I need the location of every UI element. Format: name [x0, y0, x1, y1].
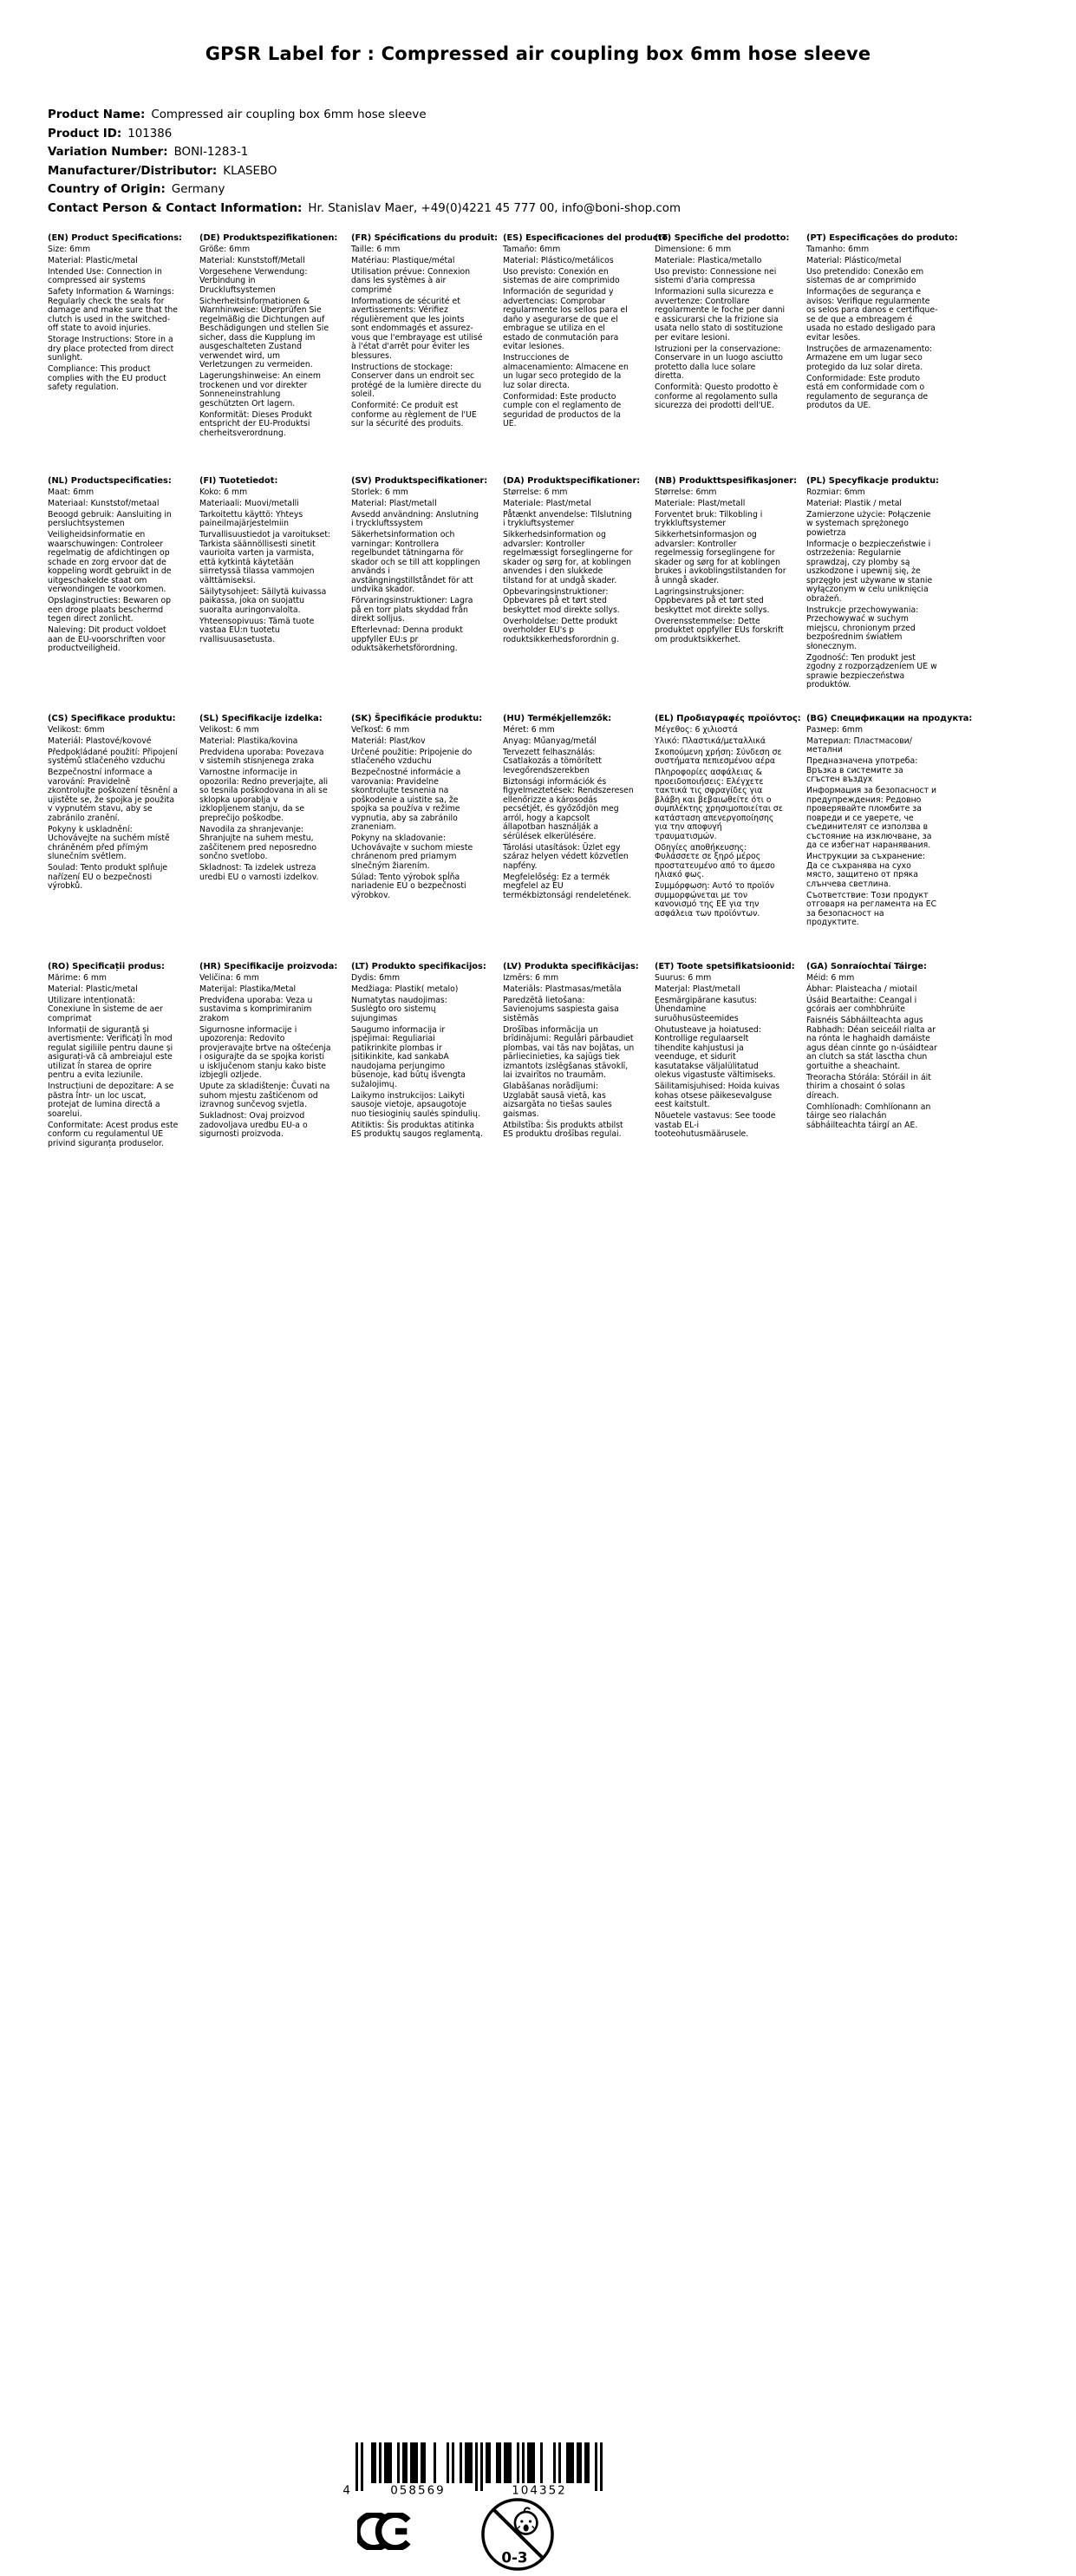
spec-line: Yhteensopivuus: Tämä tuote vastaa EU:n tuotetu rvallisuusasetusta.	[199, 616, 315, 644]
spec-block-ro	[48, 963, 199, 1151]
spec-line: Предназначена употреба: Връзка в системите за сгъстен въздух	[806, 756, 918, 784]
spec-block-bg	[806, 714, 973, 963]
spec-line: Uso previsto: Connessione nei sistemi d'aria compressa	[655, 266, 777, 285]
spec-line: Размер: 6mm	[806, 724, 863, 735]
spec-line: Opslaginstructies: Bewaren op een droge plaats beschermd tegen direct zonlicht.	[48, 596, 172, 624]
spec-block-et	[655, 963, 806, 1151]
spec-block-header: (ET) Toote spetsifikatsioonid:	[655, 962, 795, 971]
spec-line: Maat: 6mm	[48, 487, 95, 497]
spec-line: Bezpečnostné informácie a varovania: Pravidelne skontrolujte tesnenia na poškodenie a uistite sa, že spojka sa používa v režime vypnutia, aby sa zabránilo zraneniam.	[351, 768, 461, 832]
spec-line: Utilizare intenționată: Conexiune în sisteme de aer comprimat	[48, 995, 163, 1023]
spec-line: Storage Instructions: Store in a dry place protected from direct sunlight.	[48, 335, 174, 363]
spec-line: Materiale: Plast/metal	[503, 498, 591, 508]
spec-line: Информация за безопасност и предупреждения: Редовно проверявайте пломбите за повреди и се уверете, че съединителят се използва в състояние на изключване, за да се избегнат наранявания.	[806, 786, 937, 850]
spec-line: Rozmiar: 6mm	[806, 487, 865, 497]
spec-line: Size: 6mm	[48, 244, 91, 254]
spec-line: Materjal: Plast/metall	[655, 984, 740, 994]
spec-line: Påtænkt anvendelse: Tilslutning i trykluftsystemer	[503, 509, 632, 528]
spec-line: Sukladnost: Ovaj proizvod zadovoljava uredbu EU-a o sigurnosti proizvoda.	[199, 1111, 308, 1139]
spec-line: Avsedd användning: Anslutning i tryckluftssystem	[351, 509, 479, 528]
spec-line: Dydis: 6mm	[351, 972, 401, 983]
spec-line: Material: Plastika/kovina	[199, 736, 298, 746]
spec-line: Compliance: This product complies with the EU product safety regulation.	[48, 364, 166, 392]
spec-line: Numatytas naudojimas: Suslėgto oro sistemų sujungimas	[351, 995, 447, 1023]
barcode-left-digits: 058569	[390, 2483, 446, 2498]
spec-block-lt	[351, 963, 503, 1151]
spec-line: Pokyny na skladovanie: Uchovávajte v suchom mieste chránenom pred priamym slnečným žiarením.	[351, 834, 473, 871]
spec-line: Overensstemmelse: Dette produktet oppfyller EUs forskrift om produktsikkerhet.	[655, 616, 784, 644]
spec-block-pl	[806, 477, 958, 715]
barcode-lead-digit: 4	[342, 2483, 350, 2498]
spec-block-it	[655, 234, 806, 477]
spec-line: Συμμόρφωση: Αυτό το προϊόν συμμορφώνεται με τον κανονισμό της ΕΕ για την ασφάλεια των προϊόντων.	[655, 881, 774, 919]
spec-line: Veiligheidsinformatie en waarschuwingen: Controleer regelmatig de afdichtingen op schade en zorg ervoor dat de koppeling wordt gebruikt in de uitgeschakelde staat om verwondingen te voorkomen.	[48, 530, 172, 594]
spec-line: Lagringsinstruksjoner: Oppbevares på et tørt sted beskyttet mot direkte sollys.	[655, 586, 770, 615]
spec-line: Predvidena uporaba: Povezava v sistemih stisnjenega zraka	[199, 747, 324, 766]
spec-line: Материал: Пластмасови/метални	[806, 736, 912, 755]
spec-line: Nõuetele vastavus: See toode vastab EL-i tooteohutusmäärusele.	[655, 1111, 776, 1139]
spec-line: Informacje o bezpieczeństwie i ostrzeżenia: Regularnie sprawdzaj, czy plomby są uszkodzone i upewnij się, że sprzęgło jest używane w stanie wyłączonym w celu uniknięcia obrażeń.	[806, 539, 933, 604]
spec-block-fr	[351, 234, 503, 477]
spec-line: Drošības informācija un brīdinājumi: Regulāri pārbaudiet plombas, vai tās nav bojātas, un pārliecinieties, ka sajūgs tiek izmantots izslēgšanas stāvoklī, lai izvairītos no traumām.	[503, 1024, 635, 1080]
spec-line: Οδηγίες αποθήκευσης: Φυλάσσετε σε ξηρό μέρος προστατευμένο από το άμεσο ηλιακό φως.	[655, 842, 775, 879]
product-info-row	[48, 162, 681, 181]
spec-line: Méret: 6 mm	[503, 724, 555, 735]
spec-line: Instruções de armazenamento: Armazene em um lugar seco protegido da luz solar direta.	[806, 343, 933, 372]
spec-line: Intended Use: Connection in compressed air systems	[48, 266, 162, 285]
spec-line: Atbilstība: Šis produkts atbilst ES produktu drošības regulai.	[503, 1120, 623, 1139]
spec-block-ga	[806, 963, 958, 1151]
spec-line: Predviđena uporaba: Veza u sustavima s komprimiranim zrakom	[199, 995, 313, 1023]
spec-line: Materijal: Plastika/Metal	[199, 984, 297, 994]
spec-line: Uso pretendido: Conexão em sistemas de ar comprimido	[806, 266, 924, 285]
spec-line: Ábhar: Plaisteacha / miotail	[806, 984, 917, 994]
spec-line: Naleving: Dit product voldoet aan de EU-voorschriften voor productveiligheid.	[48, 625, 166, 653]
spec-line: Πληροφορίες ασφάλειας & προειδοποιήσεις: Ελέγχετε τακτικά τις σφραγίδες για βλάβη και βεβαιωθείτε ότι ο συμπλέκτης χρησιμοποιείται σε κατάσταση απενεργοποίησης για την αποφυγή τραυματισμών.	[655, 768, 783, 841]
spec-line: Инструкции за съхранение: Да се съхранява на сухо място, защитено от пряка слънчева светлина.	[806, 852, 926, 889]
product-info-row	[48, 106, 681, 125]
spec-block-nl	[48, 477, 199, 715]
spec-line: Velikost: 6mm	[48, 724, 105, 735]
spec-line: Conformidad: Este producto cumple con el reglamento de seguridad de productos de la UE.	[503, 391, 622, 428]
spec-line: Taille: 6 mm	[351, 244, 401, 254]
page-title: GPSR Label for : Compressed air coupling box 6mm hose sleeve	[205, 43, 871, 64]
spec-line: Sikkerhetsinformasjon og advarsler: Kontroller regelmessig forseglingene for skader og sørg for at koblingen brukes i avkoblingstilstanden for å unngå skader.	[655, 530, 786, 585]
spec-line: Suurus: 6 mm	[655, 972, 712, 983]
spec-block-header: (HU) Termékjellemzők:	[503, 714, 612, 723]
spec-line: Medžiaga: Plastik( metalo)	[351, 984, 459, 994]
spec-line: Skladnost: Ta izdelek ustreza uredbi EU o varnosti izdelkov.	[199, 863, 319, 882]
product-info-value: BONI-1283-1	[173, 146, 249, 159]
spec-block-el	[655, 715, 806, 963]
product-info-label: Variation Number:	[48, 146, 168, 159]
spec-line: Materiaali: Muovi/metalli	[199, 498, 299, 508]
spec-line: Materiale: Plastica/metallo	[655, 255, 762, 265]
ce-mark-icon	[357, 2513, 413, 2553]
barcode-bars	[342, 2442, 607, 2500]
spec-line: Μέγεθος: 6 χιλιοστά	[655, 724, 738, 735]
spec-line: Material: Plástico/metálicos	[503, 255, 614, 265]
spec-block-header: (NB) Produkttspesifikasjoner:	[655, 476, 797, 486]
spec-line: Sikkerhedsinformation og advarsler: Kontroller regelmæssigt forseglingerne for skader og sørg for, at koblingen anvendes i den slukkede tilstand for at undgå skader.	[503, 530, 633, 585]
spec-line: Utilisation prévue: Connexion dans les systèmes à air comprimé	[351, 266, 471, 295]
age-warning-0-3-icon	[479, 2496, 556, 2576]
spec-block-header: (SV) Produktspecifikationer:	[351, 476, 488, 486]
spec-line: Materiál: Plast/kov	[351, 736, 426, 746]
spec-block-de	[199, 234, 351, 477]
spec-block-nb	[655, 477, 806, 715]
spec-line: Laikymo instrukcijos: Laikyti sausoje vietoje, apsaugotoje nuo tiesioginių saulės spindulių.	[351, 1090, 480, 1119]
product-info-value: Germany	[171, 183, 225, 196]
spec-line: Pokyny k uskladnění: Uchovávejte na suchém místě chráněném před přímým slunečním světlem.	[48, 824, 170, 861]
product-info-label: Country of Origin:	[48, 183, 166, 196]
spec-block-sv	[351, 477, 503, 715]
spec-line: Velikost: 6 mm	[199, 724, 259, 735]
spec-line: Material: Kunststoff/Metall	[199, 255, 305, 265]
spec-block-header: (SK) Špecifikácie produktu:	[351, 714, 483, 723]
spec-line: Σκοπούμενη χρήση: Σύνδεση σε συστήματα πεπιεσμένου αέρα	[655, 747, 782, 766]
spec-line: Forventet bruk: Tilkobling i trykkluftsystemer	[655, 509, 763, 528]
spec-block-header: (EL) Προδιαγραφές προϊόντος:	[655, 714, 801, 723]
spec-block-hu	[503, 715, 655, 963]
spec-line: Instructions de stockage: Conserver dans un endroit sec protégé de la lumière directe du soleil.	[351, 362, 482, 399]
spec-line: Säkerhetsinformation och varningar: Kontrollera regelbundet tätningarna för skador och se till att kopplingen används i avstängningstillståndet för att undvika skador.	[351, 530, 480, 594]
spec-line: Material: Plastic/metal	[48, 984, 138, 994]
spec-line: Tamanho: 6mm	[806, 244, 870, 254]
spec-line: Sigurnosne informacije i upozorenja: Redovito provjeravajte brtve na oštećenja i osigurajte da se spojka koristi u isključenom stanju kako biste izbjegli ozljede.	[199, 1024, 331, 1080]
spec-line: Informații de siguranță și avertismente: Verificați în mod regulat sigiliile pentru daune și asigurați-vă că ambreiajul este utilizat în starea de oprire pentru a evita leziunile.	[48, 1024, 173, 1080]
product-info-value: Compressed air coupling box 6mm hose sleeve	[151, 108, 427, 121]
product-info-row	[48, 125, 681, 144]
barcode	[342, 2442, 607, 2503]
spec-line: Materiál: Plastové/kovové	[48, 736, 152, 746]
spec-line: Informações de segurança e avisos: Verifique regularmente os selos para danos e certifique-se de que a embreagem é usada no estado desligado para evitar lesões.	[806, 287, 938, 343]
spec-line: Materiāls: Plastmasas/metāla	[503, 984, 622, 994]
spec-line: Sicherheitsinformationen & Warnhinweise: Überprüfen Sie regelmäßig die Dichtungen auf Beschädigungen und stellen Sie sicher, dass die Kupplung im ausgeschalteten Zustand verwendet wird, um Verletzungen zu vermeiden.	[199, 296, 329, 369]
product-info-value: Hr. Stanislav Maer, +49(0)4221 45 777 00, info@boni-shop.com	[308, 201, 681, 215]
spec-line: Treoracha Stórála: Stóráil in áit thirim a chosaint ó solas díreach.	[806, 1072, 931, 1101]
spec-line: Größe: 6mm	[199, 244, 251, 254]
spec-line: Anyag: Műanyag/metál	[503, 736, 597, 746]
spec-block-header: (NL) Productspecificaties:	[48, 476, 172, 486]
spec-grid	[48, 233, 973, 1151]
spec-line: Veľkosť: 6 mm	[351, 724, 410, 735]
spec-line: Lagerungshinweise: An einem trockenen und vor direkter Sonneneinstrahlung geschützten Ort lagern.	[199, 371, 321, 409]
spec-line: Paredzētā lietošana: Savienojums saspiesta gaisa sistēmās	[503, 995, 619, 1023]
spec-line: Safety Information & Warnings: Regularly check the seals for damage and make sure that the clutch is used in the switched-off state to avoid injuries.	[48, 287, 178, 333]
spec-block-header: (PL) Specyfikacje produktu:	[806, 476, 939, 486]
spec-line: Informations de sécurité et avertissements: Vérifiez régulièrement que les joints sont endommagés et assurez-vous que l'embrayage est utilisé à l'état d'arrêt pour éviter les blessures.	[351, 296, 483, 361]
spec-block-en	[48, 234, 199, 477]
spec-block-header: (BG) Спецификации на продукта:	[806, 714, 973, 723]
spec-line: Předpokládané použití: Připojení systémů stlačeného vzduchu	[48, 747, 178, 766]
spec-line: Bezpečnostní informace a varování: Pravidelně zkontrolujte poškození těsnění a ujistěte se, že spojka je použita v vypnutém stavu, aby se zabránilo zranění.	[48, 768, 178, 823]
spec-line: Conformità: Questo prodotto è conforme al regolamento sulla sicurezza dei prodotti dell'UE.	[655, 382, 779, 410]
spec-block-header: (RO) Specificații produs:	[48, 962, 165, 971]
spec-block-header: (DE) Produktspezifikationen:	[199, 233, 338, 243]
spec-block-header: (ES) Especificaciones del producto:	[503, 233, 672, 243]
spec-line: Opbevaringsinstruktioner: Opbevares på et tørt sted beskyttet mod direkte sollys.	[503, 586, 620, 615]
spec-block-header: (FI) Tuotetiedot:	[199, 476, 278, 486]
spec-line: Konformität: Dieses Produkt entspricht der EU-Produktsi cherheitsverordnung.	[199, 409, 312, 438]
spec-line: Förvaringsinstruktioner: Lagra på en torr plats skyddad från direkt solljus.	[351, 596, 473, 624]
spec-line: Conformidade: Este produto está em conformidade com o regulamento de segurança de produtos da UE.	[806, 373, 929, 410]
spec-block-header: (GA) Sonraíochtaí Táirge:	[806, 962, 927, 971]
spec-line: Información de seguridad y advertencias: Comprobar regularmente los sellos para el daño y asegurarse de que el embrague se utiliza en el estado de conmutación para evitar lesiones.	[503, 287, 628, 351]
spec-line: Mărime: 6 mm	[48, 972, 107, 983]
age-warning-label: 0-3	[501, 2548, 528, 2566]
spec-block-pt	[806, 234, 958, 477]
spec-line: Conformité: Ce produit est conforme au règlement de l'UE sur la sécurité des produits.	[351, 401, 477, 428]
spec-line: Tervezett felhasználás: Csatlakozás a tömörített levegőrendszerekben	[503, 747, 602, 775]
barcode-right-digits: 104352	[512, 2483, 567, 2498]
spec-line: Glabāšanas norādījumi: Uzglabāt sausā vietā, kas aizsargāta no tiešas saules gaismas.	[503, 1082, 612, 1119]
spec-line: Materiał: Plastik / metal	[806, 498, 903, 508]
spec-line: Instrukcje przechowywania: Przechowywać w suchym miejscu, chronionym przed bezpośrednim światłem słonecznym.	[806, 605, 919, 651]
spec-line: Materiaal: Kunststof/metaal	[48, 498, 160, 508]
product-info-label: Product ID:	[48, 127, 122, 141]
spec-line: Koko: 6 mm	[199, 487, 248, 497]
product-info-row	[48, 180, 681, 199]
product-info-value: 101386	[127, 127, 173, 141]
spec-block-header: (DA) Produktspecifikationer:	[503, 476, 641, 486]
spec-line: Υλικό: Πλαστικά/μεταλλικά	[655, 736, 766, 746]
spec-block-header: (FR) Spécifications du produit:	[351, 233, 499, 243]
spec-block-sk	[351, 715, 503, 963]
spec-line: Størrelse: 6 mm	[503, 487, 568, 497]
spec-line: Vorgesehene Verwendung: Verbindung in Druckluftsystemen	[199, 266, 308, 295]
spec-line: Instrucciones de almacenamiento: Almacene en un lugar seco protegido de la luz solar directa.	[503, 353, 629, 390]
spec-line: Overholdelse: Dette produkt overholder EU's p roduktsikkerhedsforordnin g.	[503, 616, 619, 644]
spec-line: Zamierzone użycie: Połączenie w systemach sprężonego powietrza	[806, 509, 931, 538]
footer	[0, 1214, 1076, 2566]
product-info-label: Manufacturer/Distributor:	[48, 164, 218, 178]
spec-line: Efterlevnad: Denna produkt uppfyller EU:s pr oduktsäkerhetsförordning.	[351, 625, 463, 653]
spec-line: Ohutusteave ja hoiatused: Kontrollige regulaarselt tihendite kahjustusi ja veenduge, et sidurit kasutatakse väljalülitatud olekus vigastuste vältimiseks.	[655, 1024, 776, 1080]
spec-block-da	[503, 477, 655, 715]
spec-line: Dimensione: 6 mm	[655, 244, 732, 254]
spec-line: Material: Plast/metall	[351, 498, 437, 508]
spec-line: Varnostne informacije in opozorila: Redno preverjajte, ali so tesnila poškodovana in ali se sklopka uporablja v izklopljenem stanju, da se preprečijo poškodbe.	[199, 768, 329, 823]
spec-block-header: (LV) Produkta specifikācijas:	[503, 962, 639, 971]
spec-line: Méid: 6 mm	[806, 972, 855, 983]
product-info	[48, 106, 681, 218]
spec-line: Súlad: Tento výrobok spĺňa nariadenie EÚ o bezpečnosti výrobkov.	[351, 872, 466, 900]
spec-line: Navodila za shranjevanje: Shranjujte na suhem mestu, zaščitenem pred neposredno sončno svetlobo.	[199, 824, 317, 861]
spec-line: Zgodność: Ten produkt jest zgodny z rozporządzeniem UE w sprawie bezpieczeństwa produktów.	[806, 652, 937, 690]
product-info-value: KLASEBO	[223, 164, 277, 178]
spec-line: Säilitamisjuhised: Hoida kuivas kohas otsese päikesevalguse eest kaitstult.	[655, 1082, 780, 1109]
spec-line: Upute za skladištenje: Čuvati na suhom mjestu zaštićenom od izravnog sunčevog svjetla.	[199, 1082, 330, 1109]
spec-line: Tamaño: 6mm	[503, 244, 561, 254]
spec-line: Material: Plástico/metal	[806, 255, 902, 265]
spec-block-header: (LT) Produkto specifikacijos:	[351, 962, 486, 971]
spec-block-hr	[199, 963, 351, 1151]
spec-line: Material: Plastic/metal	[48, 255, 138, 265]
spec-line: Uso previsto: Conexión en sistemas de aire comprimido	[503, 266, 620, 285]
spec-line: Veličina: 6 mm	[199, 972, 259, 983]
spec-line: Størrelse: 6mm	[655, 487, 717, 497]
spec-line: Eesmärgipärane kasutus: Ühendamine suruõhusüsteemides	[655, 995, 758, 1023]
spec-line: Úsáid Beartaithe: Ceangal i gcórais aer comhbhrúite	[806, 995, 917, 1014]
spec-block-es	[503, 233, 672, 477]
spec-line: Istruzioni per la conservazione: Conservare in un luogo asciutto protetto dalla luce solare diretta.	[655, 343, 783, 381]
spec-block-header: (EN) Product Specifications:	[48, 233, 182, 243]
spec-block-sl	[199, 715, 351, 963]
spec-line: Faisnéis Sábháilteachta agus Rabhadh: Déan seiceáil rialta ar na rónta le haghaidh damáiste agus déan cinnte go n-úsáidtear an clutch sa stát lasctha chun gortuithe a sheachaint.	[806, 1016, 937, 1071]
spec-line: Atitiktis: Šis produktas atitinka ES produktų saugos reglamentą.	[351, 1120, 483, 1139]
spec-line: Säilytysohjeet: Säilytä kuivassa paikassa, joka on suojattu suoralta auringonvalolta.	[199, 586, 327, 615]
spec-line: Съответствие: Този продукт отговаря на регламента на ЕС за безопасност на продуктите.	[806, 890, 937, 927]
spec-line: Informazioni sulla sicurezza e avvertenze: Controllare regolarmente le foche per danni e assicurarsi che la frizione sia usata nello stato di sostituzione per evitare lesioni.	[655, 287, 786, 343]
product-info-row	[48, 143, 681, 162]
spec-block-header: (HR) Specifikacije proizvoda:	[199, 962, 338, 971]
spec-block-lv	[503, 963, 655, 1151]
spec-block-header: (CS) Specifikace produktu:	[48, 714, 176, 723]
spec-block-header: (PT) Especificações do produto:	[806, 233, 958, 243]
spec-line: Turvallisuustiedot ja varoitukset: Tarkista säännöllisesti sinetit vaurioita varten ja varmista, että kytkintä käytetään siirretyssä tilassa vammojen välttämiseksi.	[199, 530, 331, 585]
spec-line: Izmērs: 6 mm	[503, 972, 559, 983]
product-info-label: Contact Person & Contact Information:	[48, 201, 303, 215]
spec-line: Instrucțiuni de depozitare: A se păstra într- un loc uscat, protejat de lumina directă a soarelui.	[48, 1082, 174, 1119]
spec-block-fi	[199, 477, 351, 715]
spec-line: Conformitate: Acest produs este conform cu regulamentul UE privind siguranța produselor.	[48, 1120, 179, 1148]
product-info-row	[48, 199, 681, 219]
spec-line: Saugumo informacija ir įspėjimai: Reguliariai patikrinkite plombas ir įsitikinkite, kad sankabA naudojama perjungimo būsenoje, kad būtų išvengta sužalojimų.	[351, 1024, 466, 1089]
spec-line: Tárolási utasítások: Üzlet egy száraz helyen védett közvetlen napfény.	[503, 842, 629, 871]
spec-line: Soulad: Tento produkt splňuje nařízení EU o bezpečnosti výrobků.	[48, 863, 168, 891]
spec-block-header: (IT) Specifiche del prodotto:	[655, 233, 790, 243]
spec-line: Určené použitie: Pripojenie do stlačeného vzduchu	[351, 747, 473, 766]
spec-line: Megfelelőség: Ez a termék megfelel az EU termékbiztonsági rendeletének.	[503, 872, 632, 900]
spec-block-header: (SL) Specifikacije izdelka:	[199, 714, 323, 723]
spec-line: Comhlíonadh: Comhlíonann an táirge seo rialachán sábháilteachta táirgí an AE.	[806, 1102, 931, 1130]
spec-line: Materiale: Plast/metall	[655, 498, 746, 508]
spec-line: Matériau: Plastique/métal	[351, 255, 455, 265]
spec-block-cs	[48, 715, 199, 963]
product-info-label: Product Name:	[48, 108, 146, 121]
spec-line: Biztonsági információk és figyelmeztetések: Rendszeresen ellenőrizze a károsodás pecsétjét, és győződjön meg arról, hogy a kapcsolt állapotban használják a sérülések elkerülésére.	[503, 776, 634, 841]
spec-line: Tarkoitettu käyttö: Yhteys paineilmajärjestelmiin	[199, 509, 303, 528]
spec-line: Storlek: 6 mm	[351, 487, 408, 497]
spec-line: Beoogd gebruik: Aansluiting in persluchtsystemen	[48, 509, 172, 528]
